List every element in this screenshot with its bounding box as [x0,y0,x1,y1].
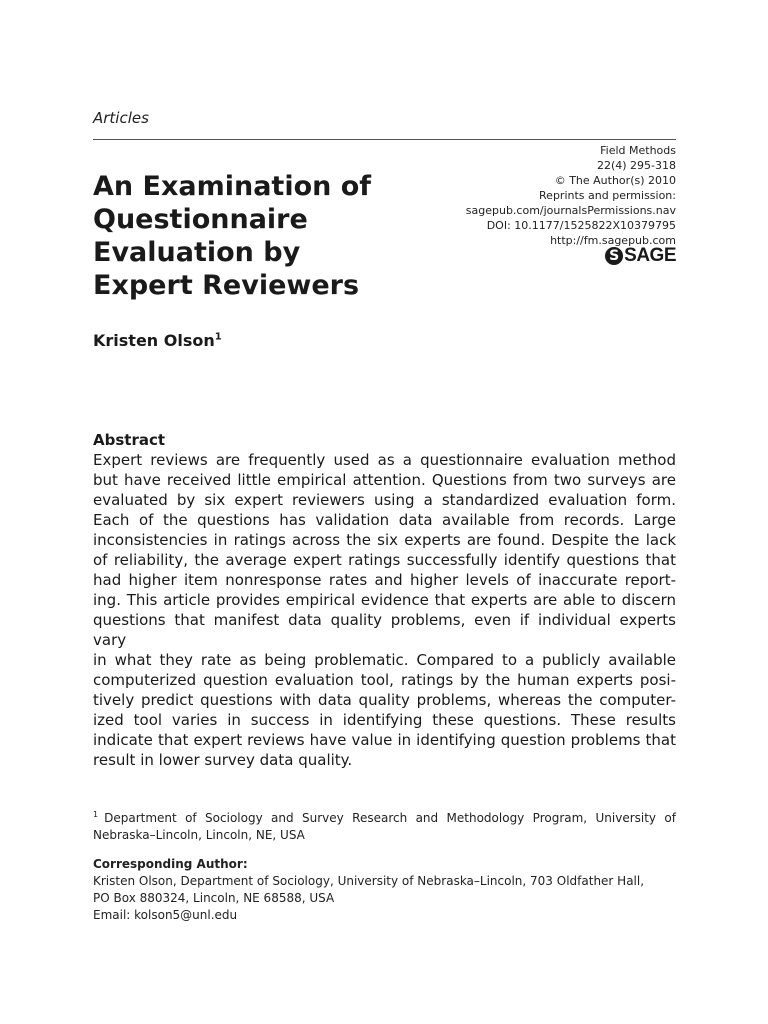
abstract-line: had higher item nonresponse rates and higher levels of inaccurate report- [93,571,676,589]
journal-url[interactable]: http://fm.sagepub.com [550,234,676,247]
sage-logo [605,245,676,267]
footnote-line [93,806,676,827]
corresponding-po-box: PO Box 880324, Lincoln, NE 68588, USA [93,891,335,905]
permissions-link[interactable]: sagepub.com/journalsPermissions.nav [465,204,676,217]
abstract-line: evaluated by six expert reviewers using a standardized evaluation form. [93,491,676,509]
copyright: © The Author(s) 2010 [554,174,676,187]
reprints-label: Reprints and permission: [539,189,676,202]
abstract-line: of reliability, the average expert ratings successfully identify questions that [93,551,676,569]
abstract-line: tively predict questions with data quality problems, whereas the computer- [93,691,676,709]
title-line: Questionnaire [93,204,308,235]
abstract-line: in what they rate as being problematic. Compared to a publicly available [93,651,676,669]
abstract-line: questions that manifest data quality problems, even if individual experts vary [93,611,676,649]
footnote-mark: 1 [93,810,99,819]
abstract-line: inconsistencies in ratings across the six experts are found. Despite the lack [93,531,676,549]
doi[interactable]: DOI: 10.1177/1525822X10379795 [486,219,676,232]
article-title [93,170,453,302]
abstract-line: indicate that expert reviews have value in identifying question problems that [93,731,676,749]
abstract-line: result in lower survey data quality. [93,751,353,769]
title-line: Evaluation by [93,237,301,268]
abstract-body [93,450,676,770]
abstract-line: computerized question evaluation tool, ratings by the human experts posi- [93,671,676,689]
abstract-line: ing. This article provides empirical evidence that experts are able to discern [93,591,676,609]
corresponding-email[interactable]: Email: kolson5@unl.edu [93,908,238,922]
section-label: Articles [93,109,149,127]
abstract-heading: Abstract [93,431,166,449]
abstract-line: Each of the questions has validation data available from records. Large [93,511,676,529]
journal-meta [416,143,676,248]
corresponding-address: Kristen Olson, Department of Sociology, University of Nebraska–Lincoln, 703 Oldfather Hall, [93,874,645,888]
abstract-line: but have received little empirical attention. Questions from two surveys are [93,471,676,489]
abstract-line: Expert reviews are frequently used as a questionnaire evaluation method [93,451,676,469]
affiliation-footnote [93,806,676,844]
sage-mark-icon: S [605,247,623,265]
abstract-line: ized tool varies in success in identifying these questions. These results [93,711,676,729]
author-line [93,331,222,350]
journal-name: Field Methods [600,144,676,157]
header-rule [93,139,676,140]
corresponding-author [93,856,676,924]
volume-pages: 22(4) 295-318 [596,159,676,172]
footnote-text: Department of Sociology and Survey Research and Methodology Program, University of [104,811,676,825]
title-line: Expert Reviewers [93,270,360,301]
footnote-line: Nebraska–Lincoln, Lincoln, NE, USA [93,828,305,842]
corresponding-heading: Corresponding Author: [93,857,248,871]
author-name: Kristen Olson [93,331,215,350]
sage-wordmark: SAGE [624,245,676,266]
affiliation-mark: 1 [214,331,222,343]
title-line: An Examination of [93,171,372,202]
